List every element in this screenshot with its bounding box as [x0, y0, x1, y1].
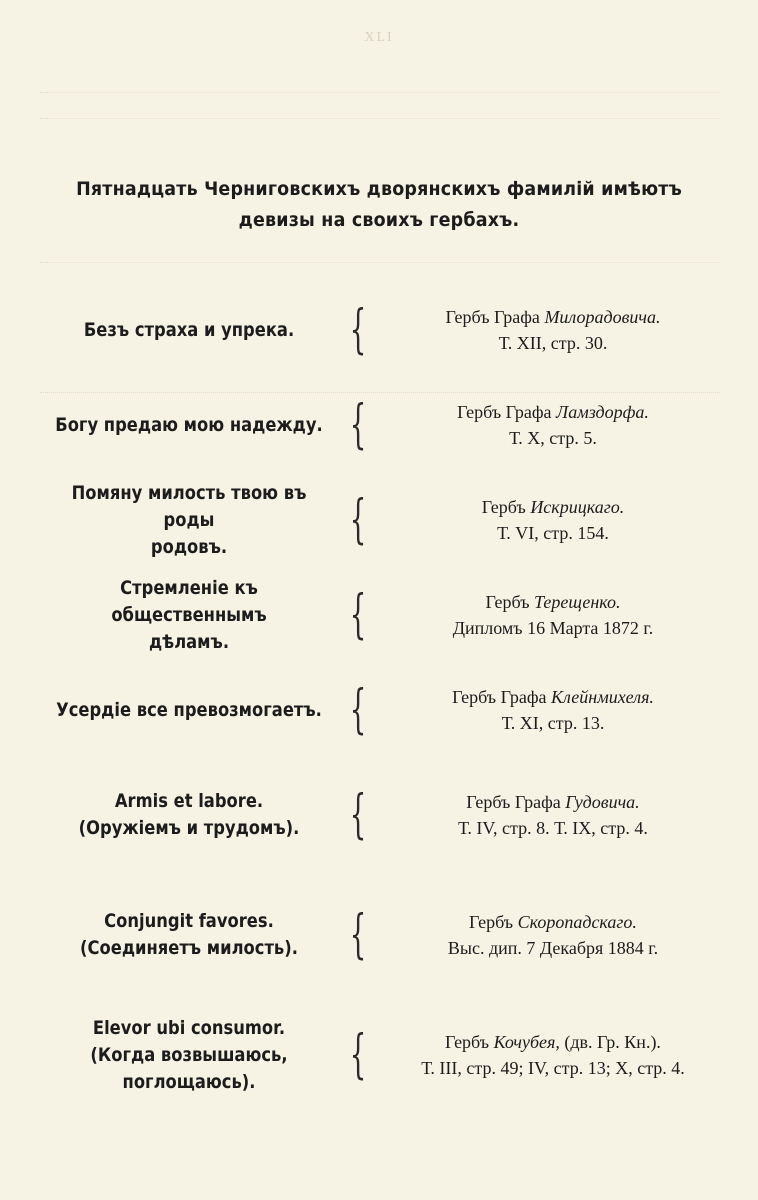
coat-of-arms-source: [368, 480, 738, 560]
source-line-2: Т. XII, стр. 30.: [498, 333, 608, 353]
coat-of-arms-source: [368, 385, 738, 465]
source-prefix: Гербъ Графа: [452, 687, 547, 707]
motto-line-2: (Соединяетъ милость).: [80, 937, 298, 959]
family-name: Терещенко.: [534, 592, 621, 612]
source-line-1: [457, 399, 649, 425]
family-name: Гудовича.: [565, 792, 640, 812]
motto-line-2: родовъ.: [150, 535, 228, 558]
family-name: Кочубея,: [493, 1032, 560, 1052]
motto: [52, 670, 325, 750]
source-prefix: Гербъ: [469, 912, 514, 932]
source-prefix: Гербъ Графа: [457, 402, 552, 422]
brace: {: [349, 785, 367, 845]
brace: {: [349, 490, 367, 550]
heading-line-2: девизы на своихъ гербахъ.: [238, 209, 520, 231]
motto: [52, 290, 325, 370]
motto-entry: [0, 575, 758, 655]
source-prefix: Гербъ: [485, 592, 530, 612]
source-prefix: Гербъ: [445, 1032, 490, 1052]
brace: {: [349, 585, 367, 645]
motto-line-2: (Когда возвышаюсь, поглощаюсь).: [90, 1043, 288, 1093]
motto-entry: [0, 775, 758, 855]
bleed-through-line: [40, 118, 720, 129]
heading-line-1: Пятнадцать Черниговскихъ дворянскихъ фамилій имѣютъ: [76, 178, 682, 200]
motto-line-1: Стремленіе къ общественнымъ: [111, 576, 267, 626]
motto-entry: [0, 480, 758, 560]
brace: {: [349, 1025, 367, 1085]
motto-line-1: Усердіе все превозмогаетъ.: [56, 698, 322, 721]
family-name: Искрицкаго.: [530, 497, 625, 517]
motto-entry: [0, 670, 758, 750]
brace: {: [349, 680, 367, 740]
coat-of-arms-source: [368, 895, 738, 975]
source-line-1: [445, 304, 660, 330]
motto-line-1: Богу предаю мою надежду.: [55, 413, 323, 436]
coat-of-arms-source: [368, 1015, 738, 1095]
source-line-1: [448, 909, 658, 935]
source-line-1: [452, 684, 654, 710]
brace: {: [349, 395, 367, 455]
motto-line-1: Помяну милость твою въ роды: [71, 481, 307, 531]
motto-entry: [0, 895, 758, 975]
family-name: Милорадовича.: [544, 307, 661, 327]
page-heading: [49, 174, 710, 236]
coat-of-arms-source: [368, 290, 738, 370]
source-suffix: (дв. Гр. Кн.).: [564, 1032, 661, 1052]
motto-line-1: Conjungit favores.: [104, 910, 274, 932]
brace: {: [349, 300, 367, 360]
bleed-through-line: [40, 92, 720, 103]
motto: [52, 775, 325, 855]
source-line-1: [453, 589, 654, 615]
source-line-2: Т. X, стр. 5.: [509, 428, 597, 448]
family-name: Клейнмихеля.: [551, 687, 654, 707]
family-name: Ламздорфа.: [556, 402, 649, 422]
source-line-1: [458, 789, 648, 815]
source-prefix: Гербъ: [481, 497, 526, 517]
source-prefix: Гербъ Графа: [466, 792, 561, 812]
motto-line-2: дѣламъ.: [148, 630, 230, 653]
coat-of-arms-source: [368, 670, 738, 750]
motto-entry: [0, 385, 758, 465]
motto: [52, 385, 325, 465]
source-line-2: Т. VI, стр. 154.: [497, 523, 609, 543]
source-line-2: Выс. дип. 7 Декабря 1884 г.: [447, 938, 659, 958]
motto-line-1: Elevor ubi consumor.: [92, 1016, 286, 1039]
source-line-2: Дипломъ 16 Марта 1872 г.: [452, 618, 654, 638]
motto-entry: [0, 1015, 758, 1095]
motto-line-1: Безъ страха и упрека.: [83, 318, 295, 341]
coat-of-arms-source: [368, 775, 738, 855]
source-line-2: Т. III, стр. 49; IV, стр. 13; X, стр. 4.: [421, 1058, 685, 1078]
source-prefix: Гербъ Графа: [445, 307, 540, 327]
bleed-through-line: [40, 262, 720, 273]
coat-of-arms-source: [368, 575, 738, 655]
motto: [52, 1015, 325, 1095]
source-line-1: [482, 494, 624, 520]
motto: [52, 575, 325, 655]
motto-line-1: Armis et labore.: [114, 790, 264, 812]
page-number: XLI: [364, 30, 394, 45]
brace: {: [349, 905, 367, 965]
motto-entry: [0, 290, 758, 370]
family-name: Скоропадскаго.: [517, 912, 637, 932]
motto: [52, 895, 325, 975]
source-line-2: Т. IV, стр. 8. Т. IX, стр. 4.: [458, 818, 648, 838]
source-line-2: Т. XI, стр. 13.: [501, 713, 605, 733]
source-line-1: [421, 1029, 685, 1055]
motto: [52, 480, 325, 560]
motto-line-2: (Оружіемъ и трудомъ).: [78, 817, 300, 839]
